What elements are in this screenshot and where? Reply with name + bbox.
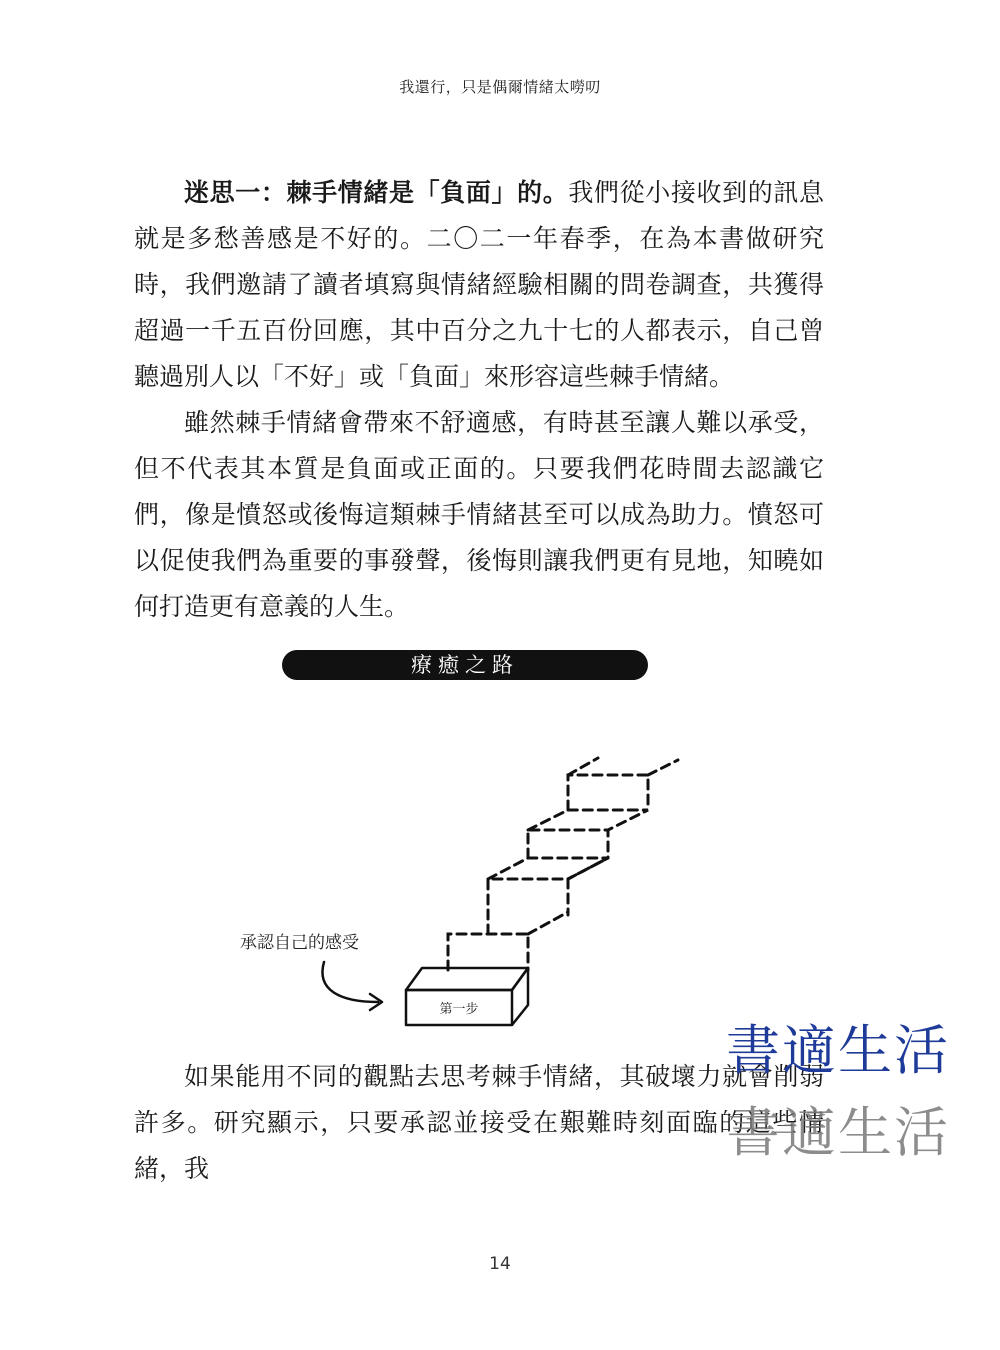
dashed-step-3-top — [528, 810, 648, 830]
first-step-top — [406, 968, 528, 990]
dashed-step-1 — [448, 934, 528, 970]
watermark-secondary: 書適生活 — [726, 1101, 950, 1164]
dashed-step-1-edge — [528, 912, 568, 934]
watermark-primary: 書適生活 — [726, 1019, 950, 1082]
body-text-bottom — [134, 1054, 824, 1192]
banner-title: 療癒之路 — [411, 653, 519, 677]
first-step-label: 第一步 — [439, 1002, 479, 1017]
paragraph-two: 雖然棘手情緒會帶來不舒適感，有時甚至讓人難以承受，但不代表其本質是負面或正面的。只要我們花時間去認識它們，像是憤怒或後悔這類棘手情緒甚至可以成為助力。憤怒可以促使我們為重要的事發聲，後悔則讓我們更有見地，知曉如何打造更有意義的人生。 — [134, 408, 824, 621]
body-text-top — [134, 170, 824, 630]
staircase-drawing — [220, 740, 700, 1040]
dashed-step-4 — [568, 775, 648, 810]
curved-arrow-icon — [322, 962, 378, 1002]
dashed-step-3 — [528, 830, 608, 858]
myth-heading: 迷思一：棘手情緒是「負面」的。 — [184, 178, 569, 207]
paragraph-myth-one — [134, 170, 824, 400]
dashed-step-4-right — [648, 760, 678, 775]
page-number: 14 — [489, 1254, 511, 1274]
dashed-step-2 — [488, 879, 568, 934]
dashed-step-2-edge — [568, 858, 608, 879]
running-header: 我還行，只是偶爾情緒太嘮叨 — [399, 78, 601, 96]
annotation-label: 承認自己的感受 — [240, 933, 359, 953]
paragraph-three: 如果能用不同的觀點去思考棘手情緒，其破壞力就會削弱許多。研究顯示，只要承認並接受在艱難時刻面臨的這些情緒，我 — [134, 1062, 824, 1183]
staircase-illustration — [220, 740, 700, 1040]
dashed-step-4-left — [568, 758, 598, 775]
paragraph-myth-one-text: 我們從小接收到的訊息就是多愁善感是不好的。二〇二一年春季，在為本書做研究時，我們邀請了讀者填寫與情緒經驗相關的問卷調查，共獲得超過一千五百份回應，其中百分之九十七的人都表示，自己曾聽過別人以「不好」或「負面」來形容這些棘手情緒。 — [134, 178, 824, 391]
section-banner — [282, 650, 648, 680]
first-step-side — [512, 968, 528, 1025]
